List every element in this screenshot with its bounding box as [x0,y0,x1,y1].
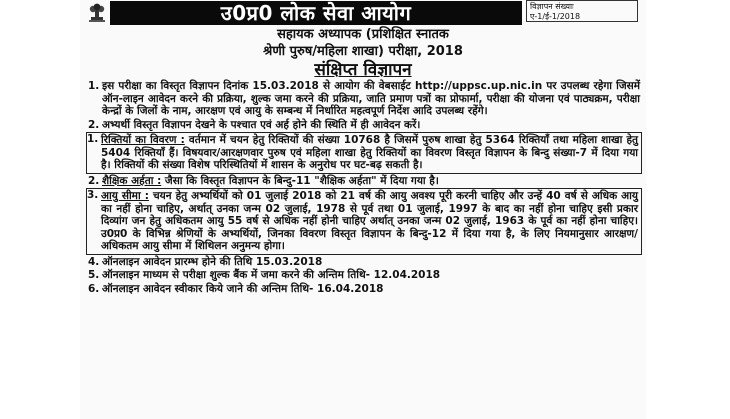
item-number: 4. [88,255,100,268]
list-item [88,269,640,282]
item-number: 5. [88,269,100,281]
item-label: आयु सीमा : [101,190,149,202]
item-text: जैसा कि विस्तृत विज्ञापन के बिन्दु-11 "शैक्षिक अर्हता" में दिया गया है। [161,174,439,187]
notice-number-box [526,0,638,22]
advertisement-items [88,80,640,296]
list-item [88,256,640,269]
list-item [86,132,642,174]
notice-number: ए-1/ई-1/2018 [530,12,581,21]
exam-title-line-2: श्रेणी पुरुष/महिला शाखा) परीक्षा, 2018 [263,44,463,59]
brief-advertisement-heading [80,60,646,80]
brief-advertisement-text: संक्षिप्त विज्ञापन [314,60,412,80]
list-item [88,175,640,188]
exam-title-line-1: सहायक अध्यापक (प्रशिक्षित स्नातक [277,27,449,42]
item-number: 1. [87,133,99,145]
item-label: रिक्तियों का विवरण : [101,134,185,146]
item-text: चयन हेतु अभ्यर्थियों को 01 जुलाई 2018 को 21 वर्ष की आयु अवश्य पूरी करनी चाहिए और उन्हें 40 वर्ष से अधिक आयु का नहीं होना चाहिए, अर्थात् उनका जन्म 02 जुलाई, 1978 से पूर्व तथा 01 जुलाई, 1997 के बाद का नहीं होना चाहिए इसी प्रकार दिव्यांग जन हेतु अधिकतम आयु 55 वर्ष से अधिक नहीं होनी चाहिए अर्थात् उनका जन्म 02 जुलाई, 1963 के पूर्व का नहीं होना चाहिए। उ0प्र0 के विभिन्न श्रेणियों के अभ्यर्थियों, जिनका विवरण विस्तृत विज्ञापन के बिन्दु-12 में दिया गया है, के लिए नियमानुसार आरक्षण/ अधिकतम आयु सीमा में शिथिलन अनुमन्य होगा। [101,190,638,252]
item-text: इस परीक्षा का विस्तृत विज्ञापन दिनांक 15.03.2018 से आयोग की वेबसाईट http://uppsc.up.nic.in पर उपलब्ध रहेगा जिसमें ऑन-लाइन आवेदन करने की प्रक्रिया, शुल्क जमा करने की प्रक्रिया, जाति प्रमाण पत्रों का प्रोफार्मा, परीक्षा की योजना एवं पाठ्यक्रम, परीक्षा केन्द्रों के जिलों के नाम, आरक्षण एवं आयु के सम्बन्ध में निर्धारित महत्वपूर्ण निर्देश आदि उपलब्ध रहेंगे। [102,80,640,117]
item-number: 1. [88,80,100,92]
item-text: वर्तमान में चयन हेतु रिक्तियों की संख्या 10768 है जिसमें पुरुष शाखा हेतु 5364 रिक्तियाँ तथा महिला शाखा हेतु 5404 रिक्तियाँ हैं। विषयवार/आरक्षणवार पुरुष एवं महिला शाखा हेतु रिक्तियों का विवरण विस्तृत विज्ञापन के बिन्दु संख्या-7 में दिया गया है। रिक्तियों की संख्या विशेष परिस्थितियों में शासन के अनुरोध पर घट-बढ़ सकती है। [101,134,639,171]
list-item [88,283,640,296]
item-number: 2. [88,174,100,187]
item-text: अभ्यर्थी विस्तृत विज्ञापन देखने के पश्चात एवं अर्ह होने की स्थिति में ही आवेदन करें। [102,118,421,131]
item-text: ऑनलाइन आवेदन प्रारम्भ होने की तिथि 15.03.2018 [102,255,323,268]
organization-name: उ0प्र0 लोक सेवा आयोग [110,1,522,25]
item-text: ऑनलाइन माध्यम से परीक्षा शुल्क बैंक में जमा करने की अन्तिम तिथि- 12.04.2018 [102,269,441,281]
item-number: 2. [88,118,100,131]
list-item [88,119,640,132]
list-item [88,80,640,118]
item-number: 3. [87,189,99,201]
list-item [86,188,642,255]
item-label: शैक्षिक अर्हता : [102,174,162,187]
state-emblem-icon [86,2,108,24]
notice-label: विज्ञापन संख्याः [530,2,574,11]
item-number: 6. [88,282,100,295]
advertisement-page [80,0,646,419]
item-text: ऑनलाइन आवेदन स्वीकार किये जाने की अन्तिम तिथि- 16.04.2018 [102,282,384,295]
